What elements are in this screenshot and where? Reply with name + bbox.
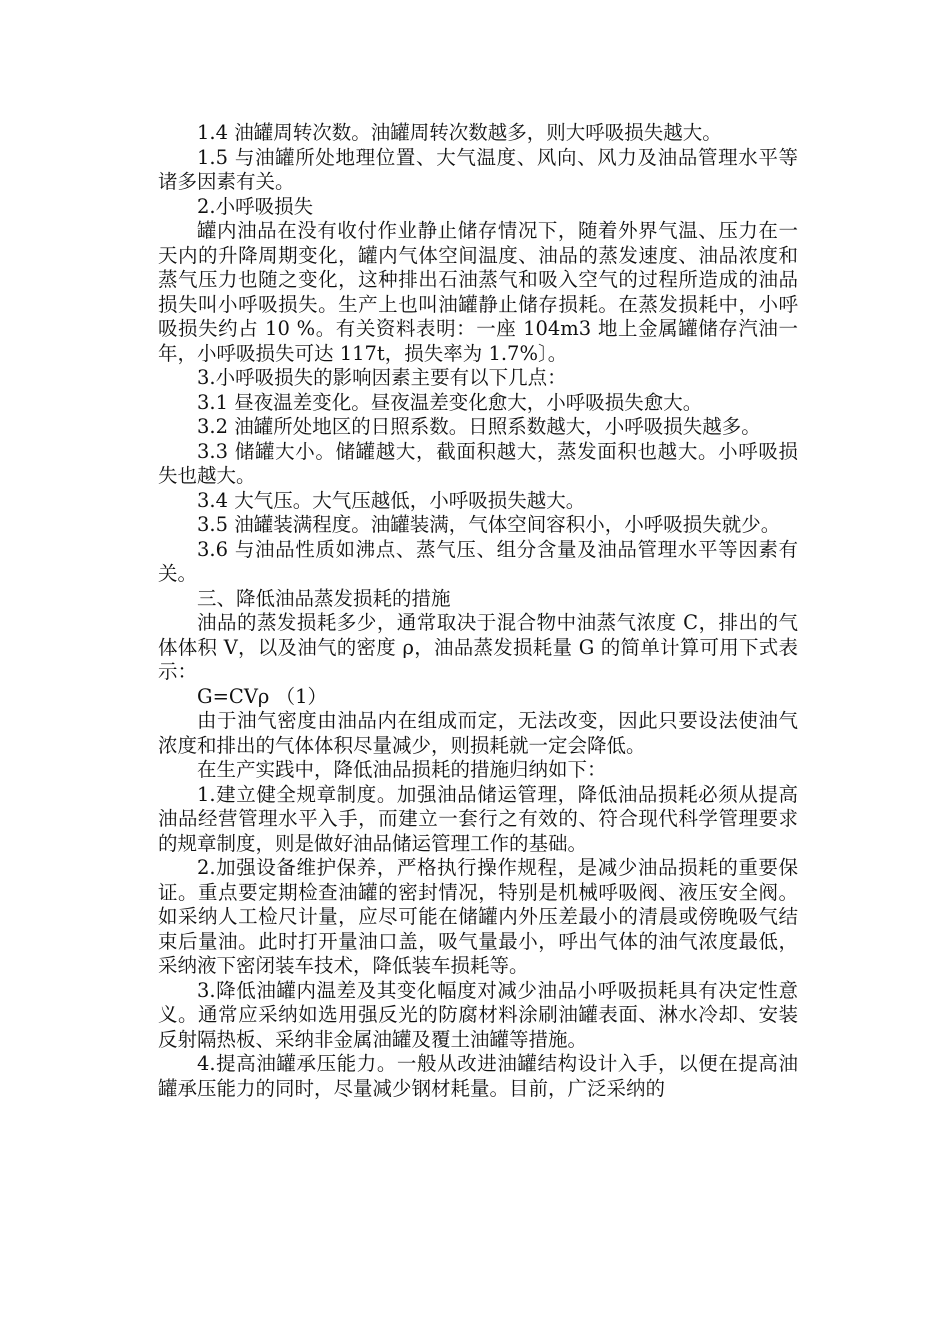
paragraph-3-intro: 3.小呼吸损失的影响因素主要有以下几点： xyxy=(197,366,567,389)
paragraph-measure-1: 1.建立健全规章制度。加强油品储运管理，降低油品损耗必须从提高油品经营管理水平入手，而建立一套行之有效的、符合现代科学管理要求的规章制度，则是做好油品储运管理工作的基础。 xyxy=(158,782,798,855)
section-heading-reduce-loss: 三、降低油品蒸发损耗的措施 xyxy=(197,586,451,610)
paragraph-measure-3: 3.降低油罐内温差及其变化幅度对减少油品小呼吸损耗具有决定性意义。通常应采纳如选用强反光的防腐材料涂刷油罐表面、淋水冷却、安装反射隔热板、采纳非金属油罐及覆土油罐等措施。 xyxy=(158,978,798,1051)
paragraph-loss-factors: 油品的蒸发损耗多少，通常取决于混合物中油蒸气浓度 C，排出的气体体积 V，以及油气的密度 ρ，油品蒸发损耗量 G 的简单计算可用下式表示： xyxy=(158,611,798,683)
paragraph-3-4: 3.4 大气压。大气压越低，小呼吸损失越大。 xyxy=(197,488,586,512)
paragraph-3-5: 3.5 油罐装满程度。油罐装满，气体空间容积小，小呼吸损失就少。 xyxy=(197,513,781,536)
paragraph-small-breathing-definition: 罐内油品在没有收付作业静止储存情况下，随着外界气温、压力在一天内的升降周期变化，罐内气体空间温度、油品的蒸发速度、油品浓度和蒸气压力也随之变化，这种排出石油蒸气和吸入空气的过程所造成的油品损失叫小呼吸损失。生产上也叫油罐静止储存损耗。在蒸发损耗中，小呼吸损失约占 10 %。有关资料表明：一座 104m3 地上金属罐储存汽油一年，小呼吸损失可达 117t，损失率为 1.7%〕。 xyxy=(158,219,798,365)
paragraph-3-6: 3.6 与油品性质如沸点、蒸气压、组分含量及油品管理水平等因素有关。 xyxy=(158,537,798,585)
paragraph-density-note: 由于油气密度由油品内在组成而定，无法改变，因此只要设法使油气浓度和排出的气体体积尽量减少，则损耗就一定会降低。 xyxy=(158,709,798,757)
formula-line: G=CVρ （1） xyxy=(197,684,327,708)
paragraph-1-4: 1.4 油罐周转次数。油罐周转次数越多，则大呼吸损失越大。 xyxy=(197,121,722,144)
paragraph-measure-2: 2.加强设备维护保养，严格执行操作规程，是减少油品损耗的重要保证。重点要定期检查油罐的密封情况，特别是机械呼吸阀、液压安全阀。如采纳人工检尺计量，应尽可能在储罐内外压差最小的清晨或傍晚吸气结束后量油。此时打开量油口盖，吸气量最小，呼出气体的油气浓度最低，采纳液下密闭装车技术，降低装车损耗等。 xyxy=(158,856,798,977)
paragraph-3-2: 3.2 油罐所处地区的日照系数。日照系数越大，小呼吸损失越多。 xyxy=(197,415,761,438)
paragraph-1-5: 1.5 与油罐所处地理位置、大气温度、风向、风力及油品管理水平等诸多因素有关。 xyxy=(158,145,798,193)
paragraph-3-3: 3.3 储罐大小。储罐越大，截面积越大，蒸发面积也越大。小呼吸损失也越大。 xyxy=(158,439,798,487)
section-heading-small-breathing-loss: 2.小呼吸损失 xyxy=(197,194,314,218)
paragraph-3-1: 3.1 昼夜温差变化。昼夜温差变化愈大，小呼吸损失愈大。 xyxy=(197,390,703,414)
paragraph-measure-4: 4.提高油罐承压能力。一般从改进油罐结构设计入手，以便在提高油罐承压能力的同时，尽量减少钢材耗量。目前，广泛采纳的 xyxy=(158,1052,798,1100)
paragraph-measures-intro: 在生产实践中，降低油品损耗的措施归纳如下： xyxy=(197,758,607,781)
document-body xyxy=(158,121,798,1101)
